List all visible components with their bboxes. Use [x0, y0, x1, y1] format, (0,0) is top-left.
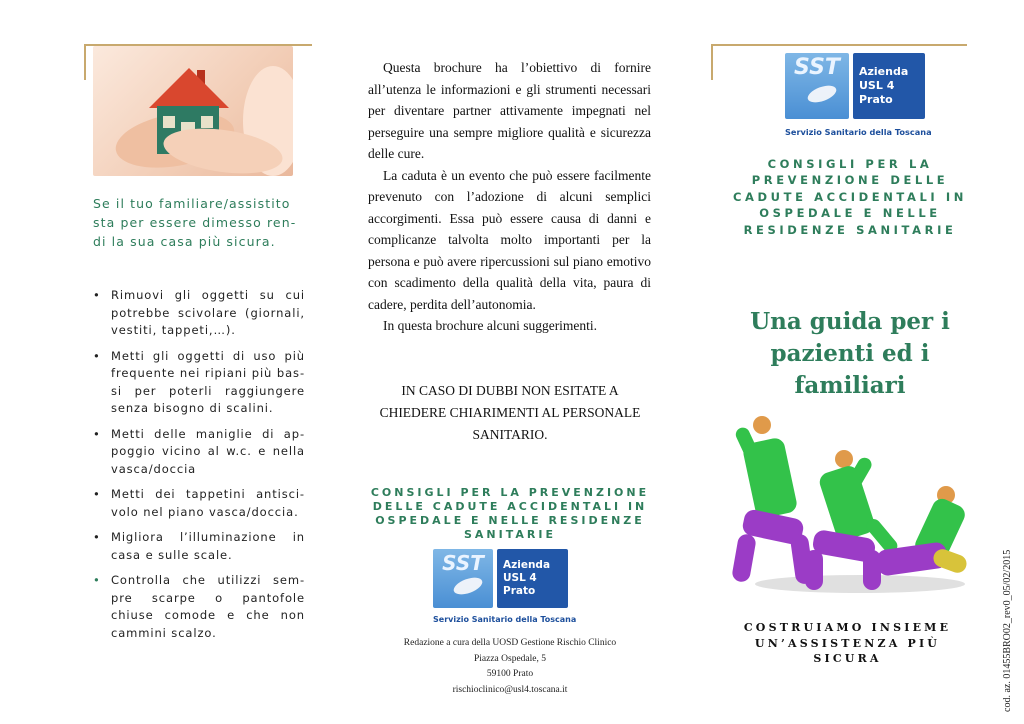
tip-text: Metti gli oggetti di uso più frequente nei ripiani più bas-si per poterli raggiungere senza bisogno di scalini. [111, 348, 305, 415]
sst-mark [433, 549, 493, 608]
list-item [93, 426, 305, 479]
azienda-box [497, 549, 568, 608]
left-panel [0, 0, 335, 724]
address-line: 59100 Prato [486, 669, 534, 679]
usl-label: USL 4 [859, 78, 895, 92]
sst-logo [785, 53, 932, 137]
head [753, 416, 771, 434]
tip-text: Metti dei tappetini antisci-volo nel piano vasca/doccia. [111, 487, 305, 519]
house-roof [149, 68, 229, 108]
tip-text: Migliora l’illuminazione in casa e sulle scale. [111, 530, 305, 562]
torso [742, 436, 799, 519]
azienda-label: Azienda [503, 558, 551, 571]
notice-text: IN CASO DI DUBBI NON ESITATE A CHIEDERE CHIARIMENTI AL PERSONALE SANITARIO. [379, 383, 641, 442]
sst-logo [433, 549, 577, 624]
sst-text: SST [442, 551, 484, 575]
bullet: • [93, 487, 101, 501]
tip-text: Metti delle maniglie di ap-poggio vicino al w.c. e nella vasca/doccia [111, 426, 305, 476]
usl-label: USL 4 [503, 571, 537, 584]
right-panel [680, 0, 1024, 724]
servizio-label: Servizio Sanitario della Toscana [433, 615, 577, 624]
list-item [93, 486, 305, 521]
tip-text: Rimuovi gli oggetti su cui potrebbe scivolare (giornali, vestiti, tappeti,…). [111, 288, 305, 337]
paragraph: In questa brochure alcuni suggerimenti. [383, 318, 598, 333]
list-item [93, 287, 305, 340]
paragraph: La caduta è un evento che può essere facilmente prevenuto con l’adozione di alcuni semplici accorgimenti. Essa può essere causa di danni e complicanze talvolta molto importanti per la persona e può avere ripercussioni sul piano emotivo con scadimento della qualità della vita, paura di cadere, perdita dell’autonomia. [368, 167, 651, 312]
list-item [93, 572, 305, 642]
bullet: • [93, 573, 101, 587]
legs [805, 550, 823, 590]
falling-figures-illustration [735, 410, 970, 600]
list-item [93, 529, 305, 564]
left-intro-text: Se il tuo familiare/assistito sta per essere dimesso ren-di la sua casa più sicura. [93, 196, 297, 249]
bullet: • [93, 348, 101, 363]
document-code: cod. az. 01455BRO02_rev0_05/02/2015 [1002, 549, 1013, 712]
sst-mark [785, 53, 849, 119]
legs [731, 533, 757, 583]
house-window [163, 116, 175, 128]
bullet: • [93, 288, 101, 302]
servizio-label: Servizio Sanitario della Toscana [785, 127, 932, 137]
editorial-address [380, 636, 640, 698]
safety-tips-list [93, 287, 305, 650]
house-window [201, 116, 213, 128]
city-label: Prato [503, 584, 536, 597]
closing-slogan: COSTRUIAMO INSIEME UN’ASSISTENZA PIÙ SICURA [743, 621, 952, 665]
city-label: Prato [859, 92, 893, 106]
middle-panel [335, 0, 680, 724]
address-line: Redazione a cura della UOSD Gestione Rischio Clinico [403, 638, 617, 648]
bullet: • [93, 530, 101, 544]
bullet: • [93, 426, 101, 441]
list-item [93, 348, 305, 418]
right-title: CONSIGLI PER LA PREVENZIONE DELLE CADUTE ACCIDENTALI IN OSPEDALE E NELLE RESIDENZE SANITARIE [733, 157, 967, 237]
sst-text: SST [794, 55, 840, 80]
guide-title: Una guida per i pazienti ed i familiari [750, 308, 950, 399]
intro-paragraphs [368, 57, 651, 337]
impact-star [931, 547, 969, 576]
tip-text: Controlla che utilizzi sem-pre scarpe o pantofole chiuse comode e che non cammini scalzo. [111, 573, 305, 640]
azienda-label: Azienda [859, 64, 909, 78]
middle-title: CONSIGLI PER LA PREVENZIONE DELLE CADUTE ACCIDENTALI IN OSPEDALE E NELLE RESIDENZE SANITARIE [370, 486, 650, 541]
email-link[interactable]: rischioclinico@usl4.toscana.it [452, 684, 568, 695]
paragraph: Questa brochure ha l’obiettivo di fornire all’utenza le informazioni e gli strumenti necessari per diventare partner attivamente impegnati nel perseguire una sempre migliore qualità e sicurezza delle cure. [368, 60, 651, 161]
address-line: Piazza Ospedale, 5 [473, 653, 546, 664]
ground-shadow [755, 575, 965, 593]
house-in-hands-image [93, 46, 293, 176]
azienda-box [853, 53, 925, 119]
